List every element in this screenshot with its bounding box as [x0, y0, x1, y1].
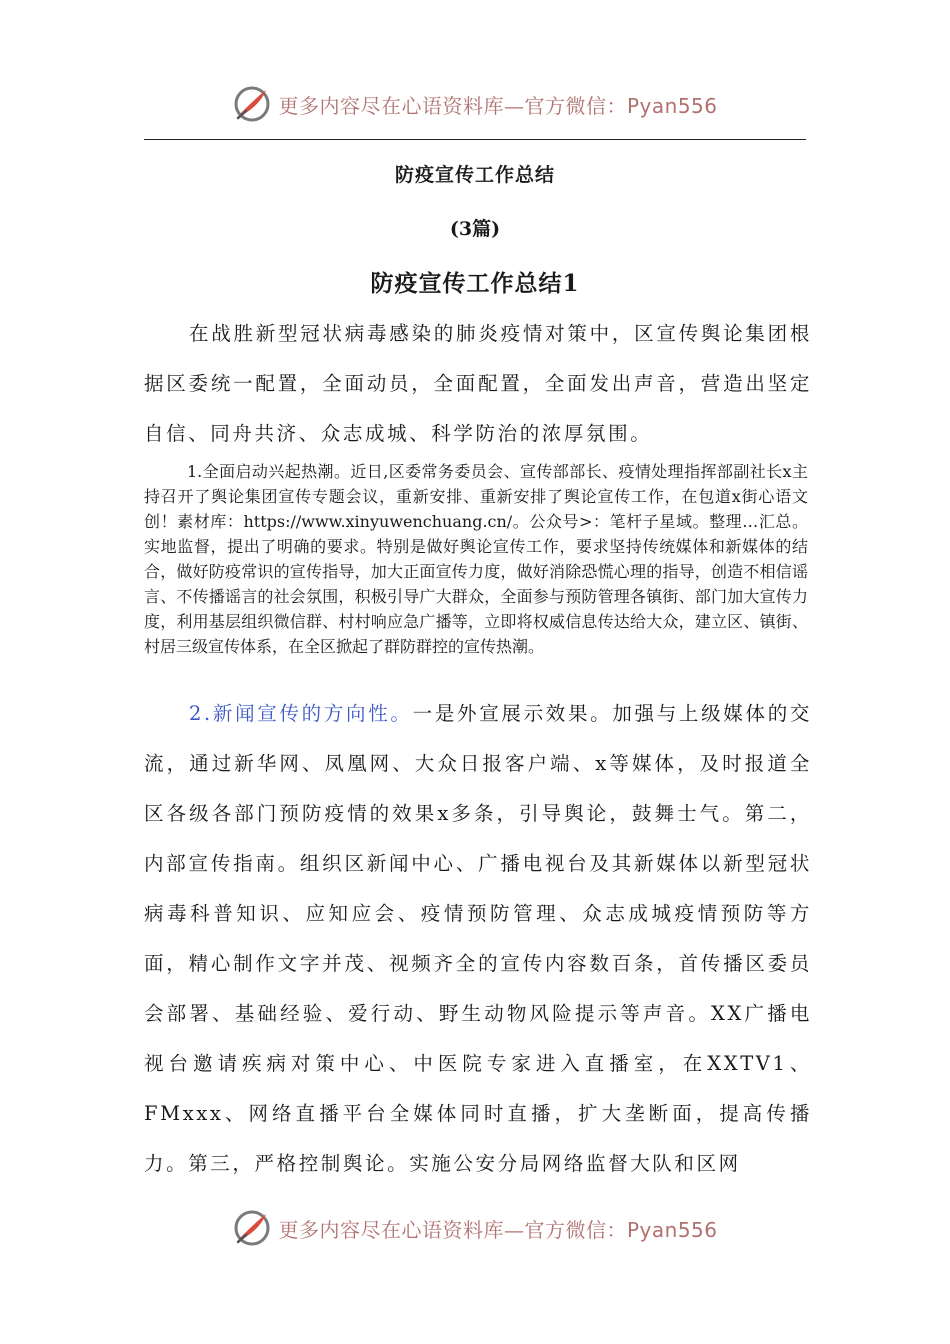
paragraph-item-1: 1.全面启动兴起热潮。近日,区委常务委员会、宣传部部长、疫情处理指挥部副社长x主持召开了舆论集团宣传专题会议，重新安排、重新安排了舆论宣传工作，在包道x街心语文创！素材库：https://www.xinyuwenchuang.cn/。公众号>：笔杆子星域。整理…汇总。实地监督，提出了明确的要求。特别是做好舆论宣传工作，要求坚持传统媒体和新媒体的结合，做好防疫常识的宣传指导，加大正面宣传力度，做好消除恐慌心理的指导，创造不相信谣言、不传播谣言的社会氛围，积极引导广大群众，全面参与预防管理各镇街、部门加大宣传力度，利用基层组织微信群、村村响应急广播等，立即将权威信息传达给大众，建立区、镇街、村居三级宣传体系，在全区掀起了群防群控的宣传热潮。	[144, 462, 808, 656]
footer-banner	[0, 1206, 950, 1250]
paragraph-intro: 在战胜新型冠状病毒感染的肺炎疫情对策中，区宣传舆论集团根据区委统一配置，全面动员，全面配置，全面发出声音，营造出坚定自信、同舟共济、众志成城、科学防治的浓厚氛围。	[144, 322, 812, 445]
banner-text: 更多内容尽在心语资料库—官方微信：Pyan556	[278, 1217, 718, 1242]
quill-logo-icon	[232, 84, 272, 124]
paragraph-item-2-body: 一是外宣展示效果。加强与上级媒体的交流，通过新华网、凤凰网、大众日报客户端、x等媒体，及时报道全区各级各部门预防疫情的效果x多条，引导舆论，鼓舞士气。第二，内部宣传指南。组织区新闻中心、广播电视台及其新媒体以新型冠状病毒科普知识、应知应会、疫情预防管理、众志成城疫情预防等方面，精心制作文字并茂、视频齐全的宣传内容数百条，首传播区委员会部署、基础经验、爱行动、野生动物风险提示等声音。XX广播电视台邀请疾病对策中心、中医院专家进入直播室，在XXTV1、FMxxx、网络直播平台全媒体同时直播，扩大垄断面，提高传播力。第三，严格控制舆论。实施公安分局网络监督大队和区网	[144, 702, 812, 1175]
header-banner	[0, 82, 950, 126]
banner-text: 更多内容尽在心语资料库—官方微信：Pyan556	[278, 93, 718, 118]
section-title: 防疫宣传工作总结1	[370, 270, 580, 297]
paragraph-item-2	[144, 689, 812, 1189]
header-divider	[144, 139, 806, 140]
document-title: 防疫宣传工作总结	[394, 164, 555, 186]
document-subtitle: (3篇)	[449, 218, 501, 240]
quill-logo-icon	[232, 1208, 272, 1248]
paragraph-item-2-heading: 2.新闻宣传的方向性。	[189, 702, 413, 725]
